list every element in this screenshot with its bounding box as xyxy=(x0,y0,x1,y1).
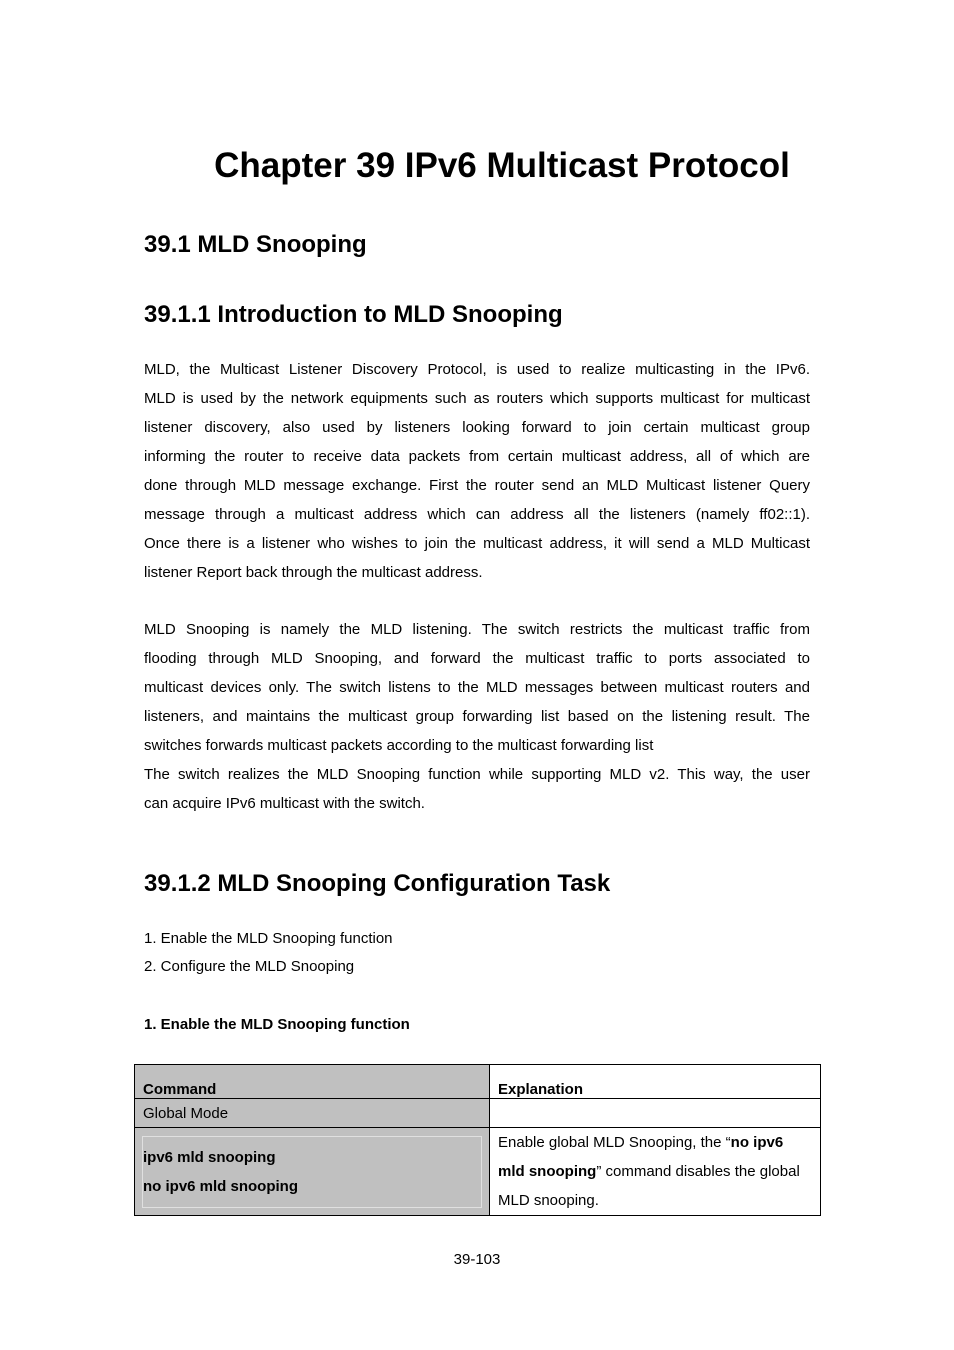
task-item: 1. Enable the MLD Snooping function xyxy=(144,930,393,947)
text-line: flooding through MLD Snooping, and forward the multicast traffic to ports associated to xyxy=(144,650,810,667)
command-table xyxy=(134,1064,821,1216)
text-line: multicast devices only. The switch listens to the MLD messages between multicast routers and xyxy=(144,679,810,696)
explanation-text xyxy=(498,1128,812,1215)
text-line: Once there is a listener who wishes to join the multicast address, it will send a MLD Multicast xyxy=(144,535,810,552)
intro-subsection-title: 39.1.1 Introduction to MLD Snooping xyxy=(144,301,563,328)
explanation-bold: no ipv6 mld snooping xyxy=(498,1134,784,1180)
text-line: switches forwards multicast packets according to the multicast forwarding list xyxy=(144,737,654,754)
header-command: Command xyxy=(135,1065,490,1099)
table-row xyxy=(135,1128,821,1216)
table-header-row xyxy=(135,1065,821,1099)
text-line: MLD Snooping is namely the MLD listening. The switch restricts the multicast traffic from xyxy=(144,621,810,638)
text-line: listeners, and maintains the multicast group forwarding list based on the listening result. The xyxy=(144,708,810,725)
text-line: listener discovery, also used by listeners looking forward to join certain multicast group xyxy=(144,419,810,436)
text-line: MLD, the Multicast Listener Discovery Protocol, is used to realize multicasting in the IPv6. xyxy=(144,361,810,378)
mode-cell: Global Mode xyxy=(135,1099,490,1128)
text-line: MLD is used by the network equipments such as routers which supports multicast for multicast xyxy=(144,390,810,407)
config-subsection-title: 39.1.2 MLD Snooping Configuration Task xyxy=(144,870,611,897)
chapter-title: Chapter 39 IPv6 Multicast Protocol xyxy=(214,146,790,185)
command-text: no ipv6 mld snooping xyxy=(143,1177,298,1195)
intro-paragraph-2 xyxy=(144,615,810,818)
text-line: message through a multicast address which can address all the listeners (namely ff02::1). xyxy=(144,506,810,523)
text-line: done through MLD message exchange. First the router send an MLD Multicast listener Query xyxy=(144,477,810,494)
table-row xyxy=(135,1099,821,1128)
text-line: The switch realizes the MLD Snooping function while supporting MLD v2. This way, the user xyxy=(144,766,810,783)
step-heading: 1. Enable the MLD Snooping function xyxy=(144,1016,410,1033)
command-text: ipv6 mld snooping xyxy=(143,1148,276,1166)
command-box xyxy=(142,1136,482,1208)
explanation-pre: Enable global MLD Snooping, the “ xyxy=(498,1134,731,1151)
command-cell xyxy=(135,1128,490,1216)
text-line: can acquire IPv6 multicast with the switch. xyxy=(144,795,425,812)
explanation-cell xyxy=(490,1128,821,1216)
section-title: 39.1 MLD Snooping xyxy=(144,231,367,258)
task-item: 2. Configure the MLD Snooping xyxy=(144,958,355,975)
task-list xyxy=(144,925,393,981)
header-explanation: Explanation xyxy=(490,1065,821,1099)
text-line: listener Report back through the multicast address. xyxy=(144,564,483,581)
page-number: 39-103 xyxy=(453,1251,501,1268)
intro-paragraph-1 xyxy=(144,355,810,587)
text-line: informing the router to receive data packets from certain multicast address, all of which are xyxy=(144,448,810,465)
mode-explanation-cell xyxy=(490,1099,821,1128)
explanation-post: ” command disables the global MLD snooping. xyxy=(498,1163,800,1209)
